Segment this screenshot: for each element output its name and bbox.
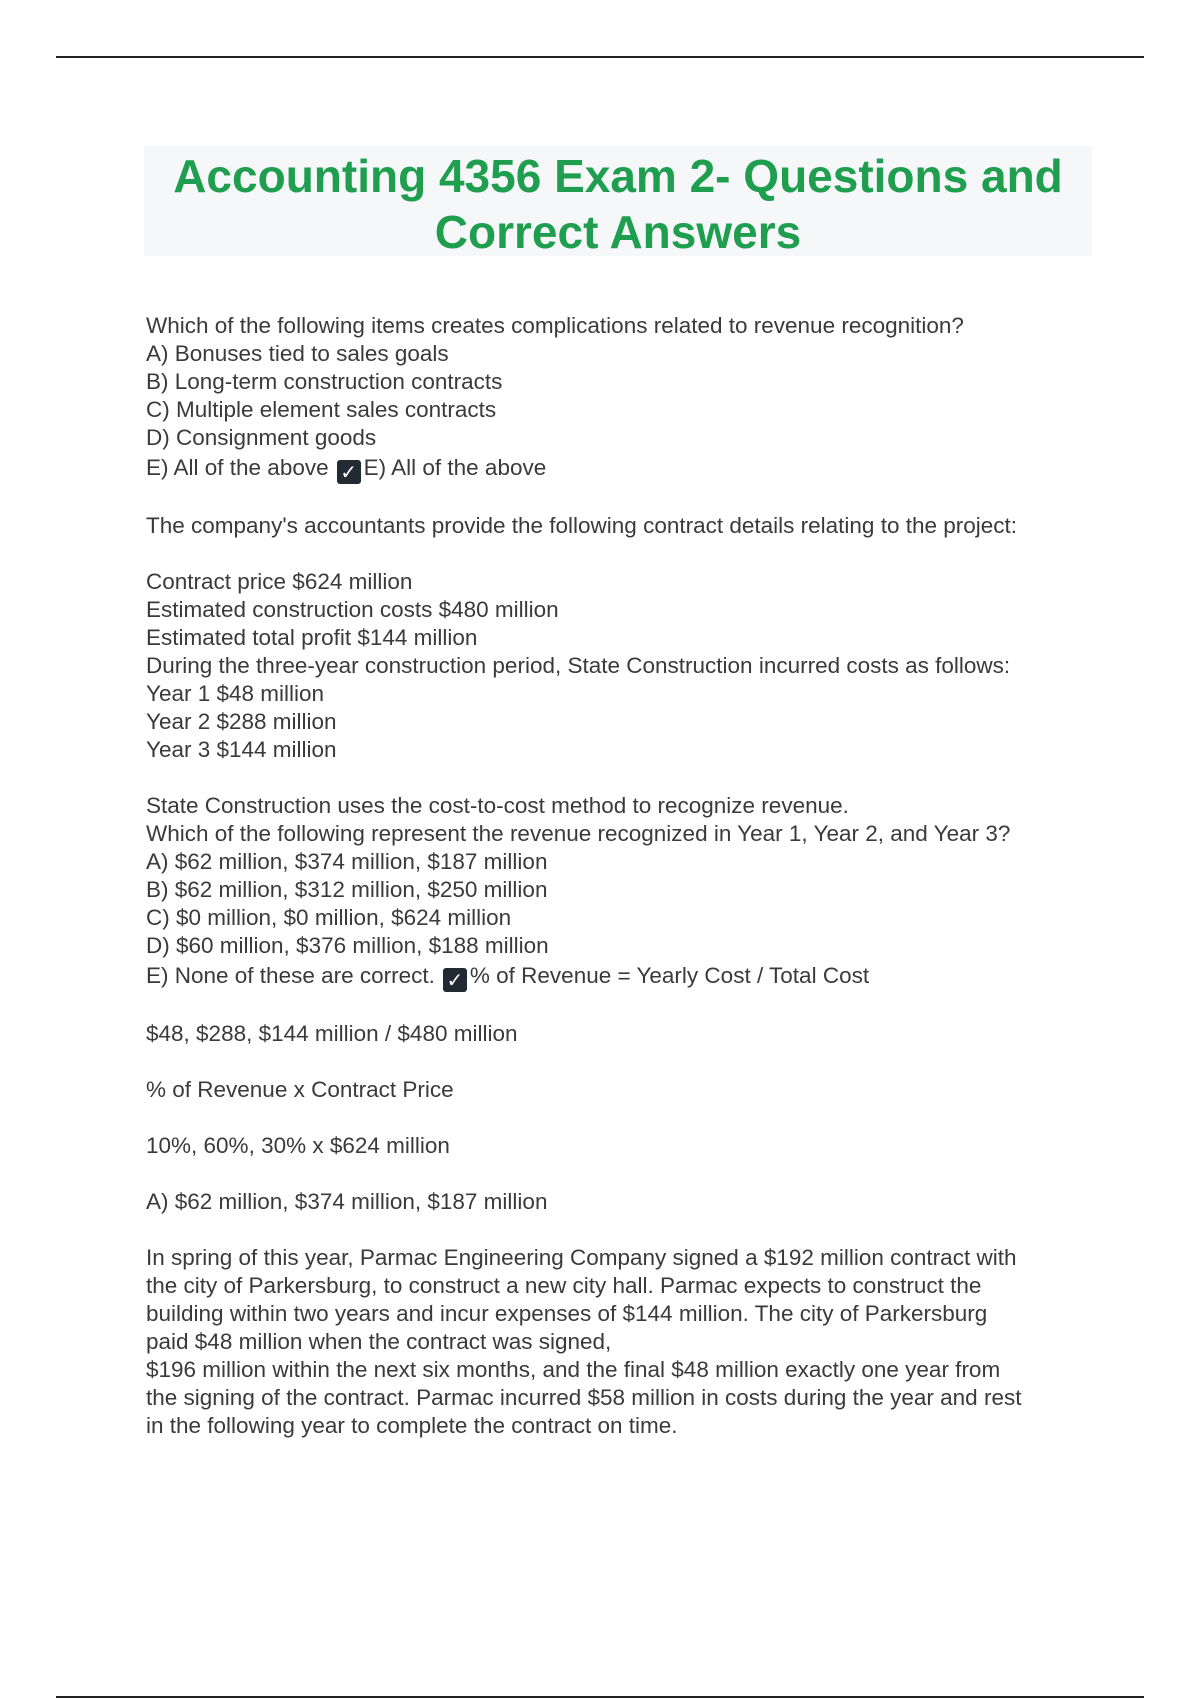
option-b: B) $62 million, $312 million, $250 million	[146, 877, 548, 902]
spacer	[146, 992, 1146, 1020]
option-e: E) All of the above	[146, 455, 329, 480]
spacer	[146, 1048, 1146, 1076]
option-a: A) $62 million, $374 million, $187 million	[146, 849, 548, 874]
question-3	[146, 1244, 1146, 1440]
detail-line: Year 1 $48 million	[146, 681, 325, 706]
detail-line: Contract price $624 million	[146, 569, 413, 594]
option-e: E) None of these are correct.	[146, 963, 435, 988]
page-title: Accounting 4356 Exam 2- Questions and Correct Answers	[173, 150, 1063, 258]
question-text: Which of the following represent the revenue recognized in Year 1, Year 2, and Year 3?	[146, 821, 1011, 846]
paragraph-line: the signing of the contract. Parmac incurred $58 million in costs during the year and rest	[146, 1385, 1022, 1410]
spacer	[146, 1104, 1146, 1132]
option-c: C) Multiple element sales contracts	[146, 397, 497, 422]
option-e-with-answer	[146, 452, 1146, 484]
paragraph-line: the city of Parkersburg, to construct a new city hall. Parmac expects to construct the	[146, 1273, 982, 1298]
correct-answer: E) All of the above	[363, 455, 547, 480]
paragraph-line: In spring of this year, Parmac Engineering Company signed a $192 million contract with	[146, 1245, 1017, 1270]
correct-answer: A) $62 million, $374 million, $187 million	[146, 1189, 548, 1214]
header-rule	[56, 56, 1144, 58]
option-e-with-answer	[146, 960, 1146, 992]
detail-line: During the three-year construction period, State Construction incurred costs as follows:	[146, 653, 1011, 678]
answer-line: $48, $288, $144 million / $480 million	[146, 1021, 518, 1046]
spacer	[146, 1216, 1146, 1244]
paragraph-line: paid $48 million when the contract was signed,	[146, 1329, 612, 1354]
question-2	[146, 512, 1146, 1216]
question-text: Which of the following items creates complications related to revenue recognition?	[146, 313, 964, 338]
checkmark-icon: ✓	[443, 968, 467, 992]
detail-line: Year 2 $288 million	[146, 709, 337, 734]
question-1	[146, 312, 1146, 484]
answer-line: % of Revenue x Contract Price	[146, 1077, 454, 1102]
option-a: A) Bonuses tied to sales goals	[146, 341, 449, 366]
option-b: B) Long-term construction contracts	[146, 369, 503, 394]
detail-line: Estimated construction costs $480 million	[146, 597, 559, 622]
checkmark-icon: ✓	[337, 460, 361, 484]
spacer	[146, 540, 1146, 568]
spacer	[146, 764, 1146, 792]
option-d: D) Consignment goods	[146, 425, 377, 450]
paragraph-line: $196 million within the next six months, and the final $48 million exactly one year from	[146, 1357, 1001, 1382]
detail-line: Year 3 $144 million	[146, 737, 337, 762]
paragraph-line: building within two years and incur expenses of $144 million. The city of Parkersburg	[146, 1301, 988, 1326]
spacer	[146, 484, 1146, 512]
answer-explanation: % of Revenue = Yearly Cost / Total Cost	[469, 963, 870, 988]
detail-line: Estimated total profit $144 million	[146, 625, 478, 650]
title-banner	[144, 146, 1092, 256]
document-body	[146, 312, 1146, 1440]
question-intro: The company's accountants provide the following contract details relating to the project:	[146, 513, 1018, 538]
answer-line: 10%, 60%, 30% x $624 million	[146, 1133, 450, 1158]
spacer	[146, 1160, 1146, 1188]
option-d: D) $60 million, $376 million, $188 million	[146, 933, 549, 958]
method-text: State Construction uses the cost-to-cost method to recognize revenue.	[146, 793, 849, 818]
option-c: C) $0 million, $0 million, $624 million	[146, 905, 512, 930]
paragraph-line: in the following year to complete the contract on time.	[146, 1413, 678, 1438]
footer-rule	[56, 1696, 1144, 1698]
